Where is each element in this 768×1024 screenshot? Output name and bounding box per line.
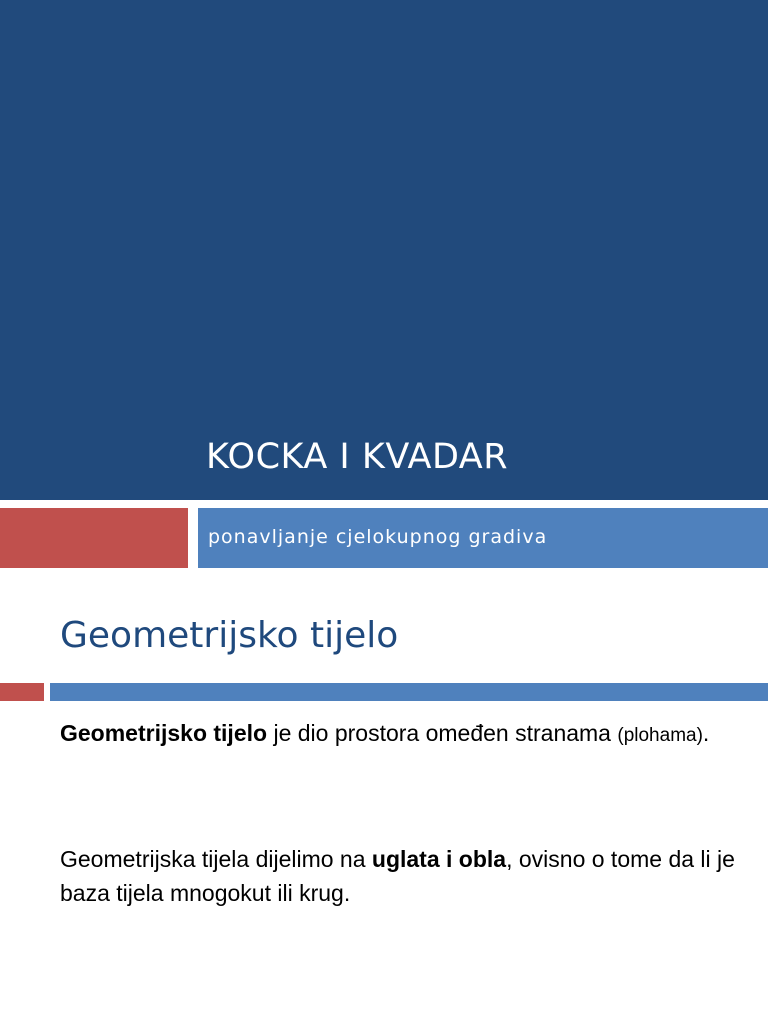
- accent-strip-blue: [50, 683, 768, 701]
- subtitle-bar: [198, 508, 768, 568]
- slide-title: KOCKA I KVADAR: [206, 437, 509, 477]
- definition-note: (plohama): [617, 725, 703, 746]
- definition-text: je dio prostora omeđen stranama: [267, 720, 618, 746]
- paragraph-classification: [60, 842, 740, 910]
- paragraph-definition: [60, 716, 740, 753]
- slide-subtitle: ponavljanje cjelokupnog gradiva: [208, 526, 548, 548]
- classification-text-start: Geometrijska tijela dijelimo na: [60, 846, 372, 872]
- classification-text-end: , ovisno o tome da li je baza tijela mnogokut ili krug.: [60, 846, 735, 906]
- term-uglata-i-obla: uglata i obla: [371, 846, 507, 872]
- content-heading: Geometrijsko tijelo: [60, 615, 399, 656]
- definition-end: .: [702, 720, 710, 746]
- content-slide: [0, 576, 768, 1024]
- title-block: [0, 0, 768, 500]
- term-geometrijsko-tijelo: Geometrijsko tijelo: [60, 720, 268, 746]
- accent-bar-red: [0, 508, 188, 568]
- accent-strip-red: [0, 683, 44, 701]
